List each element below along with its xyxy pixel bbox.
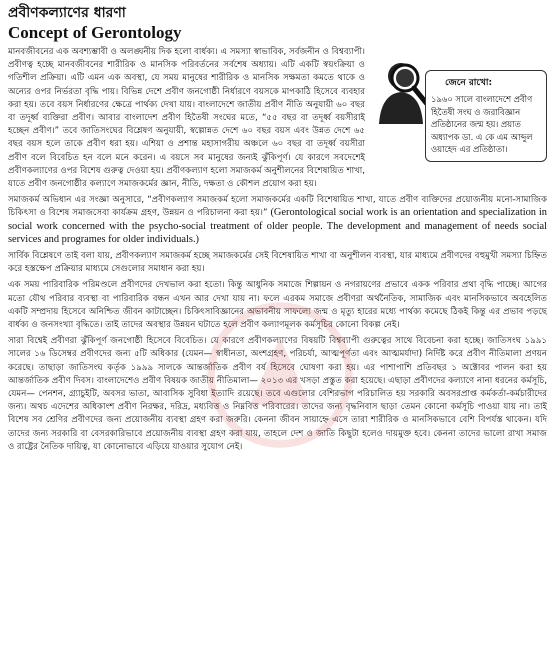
paragraph-global: সারা বিশ্বেই প্রবীণরা ঝুঁকিপূর্ণ জনগোষ্ঠী হিসেবে বিবেচিত। যে কারণে প্রবীণকল্যাণের বিষয়টি বিশ্বব্যাপী গুরুত্বের সাথে বিবেচনা করা হচ্ছে। জাতিসংঘ ১৯৯১ সালের ১৬ ডিসেম্বর প্রবীণদের জন্য ৫টি অধিকার (যেমন— স্বাধীনতা, অংশগ্রহণ, পরিচর্যা, আত্মপূর্ণতা এবং আত্মমর্যাদা) নির্দিষ্ট করে প্রবীণ নীতিমালা প্রণয়ন করেছে। তাছাড়া জাতিসংঘ কর্তৃক ১৯৯৯ সালকে আন্তর্জাতিক প্রবীণ বর্ষ হিসেবে ঘোষণা করা হয়। এর পাশাপাশি প্রতিবছর ১ অক্টোবর পালন করা হয় আন্তর্জাতিক প্রবীণ দিবস। বাংলাদেশেও প্রবীণ বিষয়ক জাতীয় নীতিমালা— ২০১৩ এর খসড়া প্রস্তুত করা হয়েছে। এছাড়া প্রবীণদের কল্যাণে নানা ধরনের কর্মসূচি, যেমন— পেনশন, গ্র্যাচুইটি, অবসর ভাতা, আবাসিক সুবিধা ইত্যাদি রয়েছে। তবে এগুলোর বেশিরভাগ পরিচালিত হয় সরকারি অবসরপ্রাপ্ত কর্মকর্তা-কর্মচারীদের জন্য। অথচ এদেশের অধিকাংশ প্রবীণ নিরক্ষর, দরিদ্র, মধ্যবিত্ত ও নিম্নবিত্ত পরিবারের। তাদের জন্য বৃদ্ধনিবাস ছাড়া তেমন কোনো কর্মসূচি পাওয়া যায় না। তাই বিশেষ সব শ্রেণির প্রবীণদের জন্য প্রয়োজনীয় ব্যবস্থা গ্রহণ করা জরুরি। কেননা জীবন সায়াহ্নে এসে তারা শারীরিক ও মানসিকভাবে বেশি বিপর্যস্ত থাকেন। যদি তাদের জন্য সরকারি বা বেসরকারিভাবে প্রয়োজনীয় ব্যবস্থা গ্রহণ করা যায়, তাহলে দেশ ও জাতি কিছুটা হলেও দায়মুক্ত হবে। কেননা তাদের ভালো রাখা সমাজ ও রাষ্ট্রের নৈতিক দায়িত্ব, যা কোনোভাবে এড়িয়ে যাওয়ার সুযোগ নেই। bbox=[8, 336, 547, 452]
body-text bbox=[8, 46, 547, 250]
definition-bengali: সমাজকর্ম অভিধান এর সংজ্ঞা অনুসারে, “প্রবীণকল্যাণ সমাজকর্ম হলো সমাজকর্মের একটি বিশেষায়িত শাখা, যাতে প্রবীণ ব্যক্তিদের প্রয়োজনীয় মনো-সামাজিক চিকিৎসা ও বিশেষ সমাজসেবা কার্যক্রম গ্রহণ, উন্নয়ন ও পরিচালনা করা হয়।” bbox=[8, 195, 547, 219]
info-box-body: ১৯৬০ সালে বাংলাদেশে প্রবীণ হিতৈষী সংঘ ও জরাবিজ্ঞান প্রতিষ্ঠানের জন্ম হয়। প্রয়াত অধ্যাপক ডা. এ কে এম আব্দুল ওয়াহেদ এর প্রতিষ্ঠাতা। bbox=[431, 94, 533, 154]
info-box bbox=[425, 70, 547, 162]
paragraph-summary: সার্বিক বিশ্লেষণে তাই বলা যায়, প্রবীণকল্যাণ সমাজকর্ম হচ্ছে সমাজকর্মের সেই বিশেষায়িত শাখা বা অনুশীলন ব্যবস্থা, যার মাধ্যমে প্রবীণদের বহুমুখী সমস্যা চিহ্নিত করে হস্তক্ষেপ প্রক্রিয়ার মাধ্যমে সেগুলোর সমাধান করা হয়। bbox=[8, 251, 547, 275]
info-box-heading: জেনে রাখো: bbox=[445, 78, 493, 88]
paragraph-definition bbox=[8, 194, 547, 247]
magnifier-person-icon bbox=[371, 54, 431, 124]
definition-english: (Gerontological social work is an orientation and specialization in social work concerned with the psycho-social treatment of older people. The development and management of needs social services and programes for older individuals.) bbox=[8, 207, 547, 245]
title-english: Concept of Gerontology bbox=[8, 23, 182, 42]
info-inset bbox=[371, 46, 547, 166]
paragraph-context: এক সময় পারিবারিক পরিমণ্ডলে প্রবীণদের দেখভাল করা হতো। কিন্তু আধুনিক সমাজে শিল্পায়ন ও নগরায়ণের প্রভাবে একক পরিবার প্রথা বৃদ্ধি পাচ্ছে। আগের মতো যৌথ পরিবার ব্যবস্থা বা পারিবারিক বন্ধন এখন আর দেখা যায় না। ফলে এরকম সমাজে প্রবীণরা অর্থনৈতিক, সামাজিক এবং মানসিকভাবে অবহেলিত একটি সম্প্রদায় হিসেবে অনিশ্চিত জীবন কাটাচ্ছেন। চিকিৎসাবিজ্ঞানের অভাবনীয় সাফল্যে জন্ম ও মৃত্যু হারের মধ্যে পার্থক্য কমেছে ঠিকই কিন্তু এর প্রভাব পড়ছে বার্ধক্য ও জনসংখ্যা বৃদ্ধিতে। তাই তাদের অবস্থার উন্নয়ন ঘটাতে হলে প্রবীণ কল্যাণমূলক কর্মসূচির কোনো বিকল্প নেই। bbox=[8, 280, 547, 331]
paragraph-intro: মানবজীবনের এক অবশ্যম্ভাবী ও অলঙ্ঘনীয় দিক হলো বার্ধক্য। এ সমস্যা স্বাভাবিক, সর্বজনীন ও বিশ্বব্যাপী। প্রবীণত্ব হচ্ছে মানবজীবনের শারীরিক ও মানসিক পরিবর্তনের সর্বশেষ অধ্যায়। এটি একটি স্বয়ংক্রিয়া ও গতিশীল প্রক্রিয়া। এটি এমন এক অবস্থা, যে সময় মানুষের শারীরিক ও মানসিক সক্ষমতা কমতে থাকে ও অন্যের ওপর নির্ভরতা বৃদ্ধি পায়। বিভিন্ন দেশে প্রবীণ জনগোষ্ঠী নির্ধারণে বয়সকে মাপকাঠি হিসেবে ব্যবহার করা হয়। তবে বয়স নির্ধারণের ক্ষেত্রে পার্থক্য দেখা যায়। বাংলাদেশে জাতীয় প্রবীণ নীতি অনুযায়ী ৬০ বছর বা তদূর্ধ্ব ব্যক্তিরা প্রবীণ। আবার বাংলাদেশ প্রবীণ হিতৈষী সংঘের মতে, “৫৫ বছর বা তদূর্ধ্ব বয়সীরাই হচ্ছেন প্রবীণ।” তবে জাতিসংঘের বিশ্লেষণ অনুযায়ী, স্বল্পোন্নত দেশে ৬০ বছর বয়স এবং উন্নত দেশে ৬৫ বছর বয়স হলে তাকে প্রবীণ ধরা হয়। এশিয়া ও প্রশান্ত মহাসাগরীয় অঞ্চলে ৬০ বছর বা তদূর্ধ্ব বয়সীরা প্রবীণ বলে বিবেচিত হন বলে মনে করেন। এ বয়সে সব মানুষের জন্যই ঝুঁকিপূর্ণ। যে কারণে সবদেশেই প্রবীণকল্যাণের ওপর বিশেষ গুরুত্ব দেওয়া হয়। প্রবীণকল্যাণ হলো সমাজকর্ম অনুশীলনের বিশেষায়িত শাখা, যাতে প্রবীণ জনগোষ্ঠীর কল্যাণে সমাজকর্মের জ্ঞান, নীতি, দক্ষতা ও কৌশল প্রয়োগ করা হয়। bbox=[8, 47, 365, 190]
title-bengali: প্রবীণকল্যাণের ধারণা bbox=[8, 5, 126, 21]
